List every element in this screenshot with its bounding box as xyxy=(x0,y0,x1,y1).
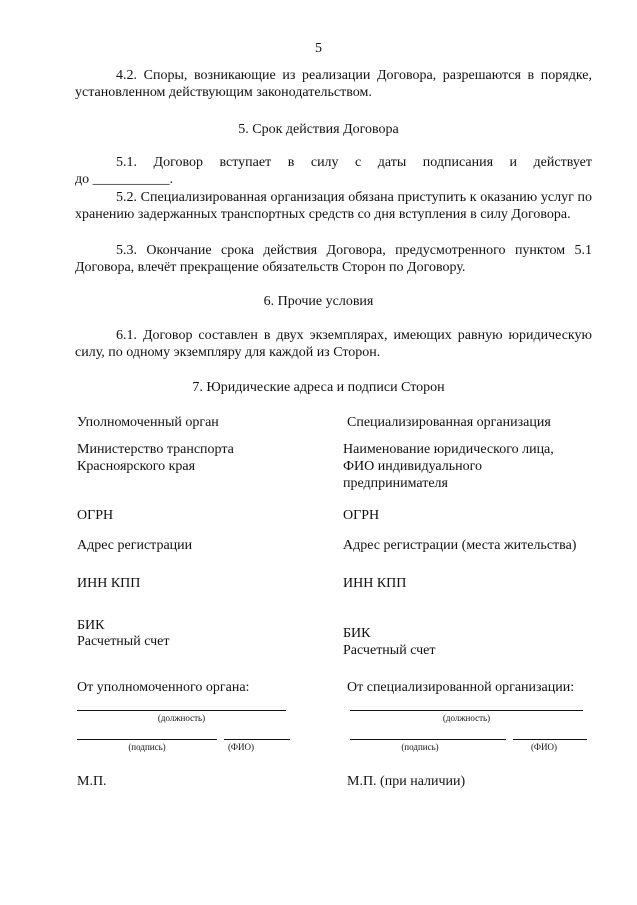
left-party-name-line1: Министерство транспорта xyxy=(77,442,234,457)
clause-5-1-line1: 5.1. Договор вступает в силу с даты подписания и действует xyxy=(116,155,592,170)
right-party-name-line2: ФИО индивидуального xyxy=(343,459,483,474)
left-position-line xyxy=(77,710,286,711)
clause-5-2: 5.2. Специализированная организация обязана приступить к оказанию услуг по хранению задержанных транспортных средств со дня вступления в силу Договора. xyxy=(75,190,592,222)
right-party-title: Специализированная организация xyxy=(347,415,551,430)
left-party-ogrn: ОГРН xyxy=(77,508,114,523)
section-6-heading: 6. Прочие условия xyxy=(263,294,374,309)
left-fio-caption: (ФИО) xyxy=(227,742,255,752)
left-party-account: Расчетный счет xyxy=(77,634,170,649)
right-party-name-line3: предпринимателя xyxy=(343,476,448,491)
left-seal: М.П. xyxy=(77,774,107,789)
right-party-address: Адрес регистрации (места жительства) xyxy=(343,538,577,553)
left-party-address: Адрес регистрации xyxy=(77,538,193,553)
left-party-inn-kpp: ИНН КПП xyxy=(77,576,141,591)
right-seal: М.П. (при наличии) xyxy=(347,774,466,789)
left-party-title: Уполномоченный орган xyxy=(77,415,219,430)
right-position-line xyxy=(350,710,583,711)
right-signature-caption: (подпись) xyxy=(401,742,439,752)
clause-4-2: 4.2. Споры, возникающие из реализации Договора, разрешаются в порядке, установленном действующим законодательством. xyxy=(75,68,592,100)
left-signature-line xyxy=(77,739,217,740)
right-signature-from: От специализированной организации: xyxy=(347,680,575,695)
right-signature-line xyxy=(350,739,506,740)
page-number: 5 xyxy=(315,41,322,56)
right-fio-line xyxy=(513,739,587,740)
clause-5-1-line2: до ___________. xyxy=(75,172,174,187)
left-party-bik: БИК xyxy=(77,618,105,633)
section-5-heading: 5. Срок действия Договора xyxy=(238,122,399,137)
right-party-account: Расчетный счет xyxy=(343,643,436,658)
left-position-caption: (должность) xyxy=(157,713,206,723)
right-party-inn-kpp: ИНН КПП xyxy=(343,576,407,591)
left-fio-line xyxy=(224,739,290,740)
right-party-bik: БИК xyxy=(343,626,371,641)
right-fio-caption: (ФИО) xyxy=(530,742,558,752)
left-signature-caption: (подпись) xyxy=(128,742,166,752)
right-party-name-line1: Наименование юридического лица, xyxy=(343,442,554,457)
left-signature-from: От уполномоченного органа: xyxy=(77,680,250,695)
left-party-name-line2: Красноярского края xyxy=(77,459,196,474)
section-7-heading: 7. Юридические адреса и подписи Сторон xyxy=(192,380,445,395)
right-position-caption: (должность) xyxy=(442,713,491,723)
clause-5-3: 5.3. Окончание срока действия Договора, предусмотренного пунктом 5.1 Договора, влечёт прекращение обязательств Сторон по Договору. xyxy=(75,243,592,275)
right-party-ogrn: ОГРН xyxy=(343,508,380,523)
clause-6-1: 6.1. Договор составлен в двух экземплярах, имеющих равную юридическую силу, по одному экземпляру для каждой из Сторон. xyxy=(75,328,592,360)
